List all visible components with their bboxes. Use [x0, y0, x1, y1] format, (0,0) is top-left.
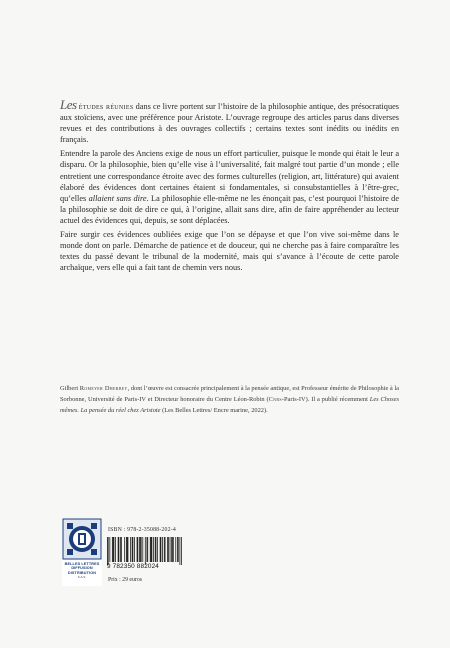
- italic-phrase: allaient sans dire: [88, 193, 147, 203]
- barcode-bar: [140, 537, 141, 562]
- barcode-bar: [165, 537, 166, 562]
- barcode-bar: [137, 537, 138, 562]
- barcode-bar: [147, 537, 148, 562]
- barcode-bar: [177, 537, 178, 562]
- barcode-bar: [170, 537, 171, 562]
- barcode-bar: [151, 537, 152, 562]
- barcode-bar: [171, 537, 172, 562]
- barcode-bar: [118, 537, 119, 562]
- barcode-bar: [139, 537, 140, 562]
- barcode-bar: [147, 537, 148, 562]
- lead-words: études réunies: [78, 102, 134, 111]
- barcode-bar: [178, 537, 179, 562]
- barcode-bar: [127, 537, 128, 562]
- bio-text-3: (Les Belles Lettres/ Encre marine, 2022).: [160, 407, 268, 414]
- barcode-bar: [126, 537, 127, 562]
- bio-text-1: , dont l’œuvre est consacrée principalement à la pensée antique, est Professeur émérite de Philosophie à la Sorbonne, Université de Paris-IV et Directeur honoraire du Centre Léon-Robin (: [60, 385, 399, 403]
- barcode-bar: [155, 537, 156, 562]
- author-last-name: Romeyer Dherbey: [79, 385, 128, 392]
- author-bio: [60, 383, 399, 416]
- barcode-bar: [128, 537, 129, 562]
- cnrs-acronym: Cnrs: [268, 396, 282, 403]
- barcode-bar: [181, 537, 182, 565]
- bio-text-2: -Paris-IV). Il a publié récemment: [281, 396, 370, 403]
- barcode-bar: [157, 537, 158, 562]
- barcode-bar: [114, 537, 115, 562]
- barcode-bar: [132, 537, 133, 562]
- book-description: [60, 97, 400, 276]
- barcode-bar: [167, 537, 168, 562]
- isbn-label: ISBN : 978-2-35088-202-4: [108, 527, 176, 533]
- barcode-bar: [119, 537, 120, 562]
- barcode-bar: [153, 537, 154, 562]
- publisher-line-2: DIFFUSION: [71, 566, 93, 571]
- barcode-bar: [108, 537, 109, 565]
- description-paragraph-2: [60, 148, 399, 226]
- barcode-bar: [112, 537, 113, 562]
- description-paragraph-3: Faire surgir ces évidences oubliées exige que l’on se dépayse et que l’on vive soi-même dans le monde dont on parle. Démarche de patience et de douceur, qui ne cherche pas à faire comparaître les textes du passé devant le tribunal de la modernité, mais qui s’avance à l’écoute de cette parole archaïque, vers elle qui a fait tant de chemin vers nous.: [60, 230, 399, 273]
- barcode-bar: [109, 537, 110, 562]
- barcode-bar: [160, 537, 161, 562]
- barcode-bar: [134, 537, 135, 562]
- paragraph-1-text: dans ce livre portent sur l’histoire de la philosophie antique, des présocratiques aux stoïciens, avec une préférence pour Aristote. L’ouvrage regroupe des articles parus dans diverses revues et des contributions à des ouvrages collectifs ; certains textes sont inédits ou inédits en français.: [60, 102, 400, 145]
- barcode-bar: [130, 537, 131, 562]
- barcode-bar: [172, 537, 173, 562]
- barcode-icon: [107, 537, 182, 565]
- barcode-bar: [175, 537, 176, 562]
- barcode-bar: [150, 537, 151, 562]
- barcode-bar: [137, 537, 138, 562]
- barcode-bar: [164, 537, 165, 562]
- barcode-digits: 9 782350 882024: [107, 563, 160, 570]
- dropcap: Les: [60, 97, 77, 112]
- publisher-emblem-icon: [62, 518, 102, 560]
- publisher-name: [62, 562, 102, 580]
- barcode-bar: [115, 537, 116, 562]
- barcode-bar: [113, 537, 114, 562]
- barcode-bar: [156, 537, 157, 562]
- barcode-bar: [124, 537, 125, 562]
- author-first-name: Gilbert: [60, 385, 80, 392]
- publisher-logo: [62, 518, 102, 586]
- barcode-bar: [162, 537, 163, 562]
- description-paragraph-1: [60, 97, 400, 145]
- publisher-line-3: DISTRIBUTION: [67, 570, 97, 575]
- barcode-bar: [180, 537, 181, 565]
- barcode-bar: [107, 537, 108, 565]
- barcode-bar: [152, 537, 153, 562]
- publisher-line-1: BELLES LETTRES: [64, 562, 100, 566]
- barcode-bar: [133, 537, 134, 562]
- paragraph-2-text-b: . La philosophie elle-même ne les énonçait pas, c’est pourquoi l’histoire de la philosophie se doit de dire ce qui, à l’origine, allait sans dire, afin de faire appréhender au lecteur actuel des évidences qui, depuis, se sont déplacées.: [60, 193, 400, 225]
- barcode-bar: [145, 537, 146, 565]
- barcode-bar: [168, 537, 169, 562]
- barcode-bar: [161, 537, 162, 562]
- barcode-bar: [141, 537, 142, 562]
- barcode-bar: [121, 537, 122, 562]
- price-label: Prix : 29 euros: [108, 577, 142, 583]
- paragraph-2-text-a: Entendre la parole des Anciens exige de nous un effort particulier, puisque le monde qui était le leur a disparu. Or la philosophie, bien qu’elle vise à l’universalité, fait malgré tout partie d’un monde ; elle entretient une correspondance étroite avec des formes culturelles (religion, art, littérature) qui avaient élaboré des évidences dont certaines étaient si fondamentales, si consubstantielles à l’être-grec, qu’elles: [60, 149, 399, 203]
- book-title: Les Choses mêmes. La pensée du réel chez Aristote: [60, 396, 399, 414]
- publisher-line-4: S.A.S.: [77, 575, 87, 580]
- barcode-bar: [173, 537, 174, 562]
- barcode-bar: [142, 537, 143, 562]
- barcode-bar: [120, 537, 121, 562]
